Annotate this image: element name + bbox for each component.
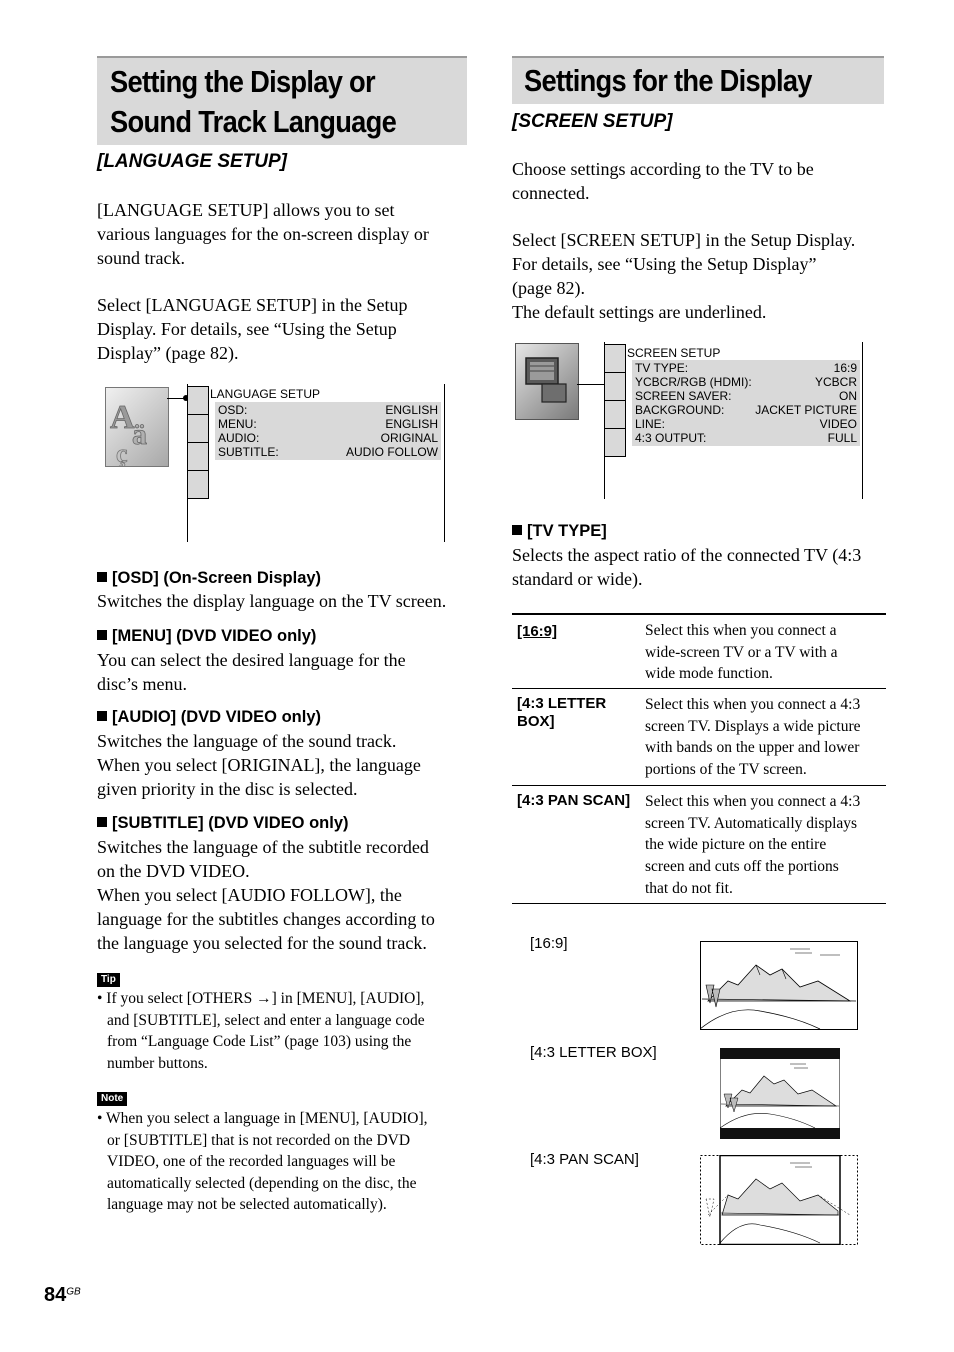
setting-key: LINE: xyxy=(635,417,666,431)
intro-line: [LANGUAGE SETUP] allows you to set xyxy=(97,200,395,220)
setting-key: MENU: xyxy=(218,417,257,431)
desc-line: the wide picture on the entire xyxy=(645,836,827,854)
right-select xyxy=(512,228,892,324)
menu-heading-text: [MENU] (DVD VIDEO only) xyxy=(112,627,317,645)
menu-tab xyxy=(604,372,626,401)
subtitle-desc xyxy=(97,835,477,955)
select-line: Select [LANGUAGE SETUP] in the Setup xyxy=(97,295,408,315)
square-bullet-icon xyxy=(97,817,107,827)
select-line: Display” (page 82). xyxy=(97,343,239,363)
intro-line: connected. xyxy=(512,183,590,203)
select-line: Display. For details, see “Using the Setup xyxy=(97,319,397,339)
right-intro xyxy=(512,157,892,205)
left-select xyxy=(97,293,477,365)
left-intro xyxy=(97,198,477,270)
desc-line: When you select [AUDIO FOLLOW], the xyxy=(97,885,402,905)
table-desc xyxy=(645,620,883,685)
subtitle-heading xyxy=(97,812,349,834)
audio-heading-text: [AUDIO] (DVD VIDEO only) xyxy=(112,708,321,726)
right-title: Settings for the Display xyxy=(524,63,812,98)
setting-value: FULL xyxy=(827,431,857,445)
desc-line: Switches the language of the sound track. xyxy=(97,731,397,751)
tv-type-heading xyxy=(512,520,607,542)
menu-heading xyxy=(97,625,316,647)
setting-value: ENGLISH xyxy=(385,417,438,431)
square-bullet-icon xyxy=(512,525,522,535)
tv-type-heading-text: [TV TYPE] xyxy=(527,522,607,540)
setting-value: VIDEO xyxy=(819,417,857,431)
screen-icon xyxy=(515,343,579,420)
setting-value: ORIGINAL xyxy=(380,431,438,445)
menu-tab xyxy=(604,428,626,457)
osd-heading-text: [OSD] (On-Screen Display) xyxy=(112,569,322,587)
setting-value: AUDIO FOLLOW xyxy=(345,445,438,459)
setting-key: SUBTITLE: xyxy=(218,445,279,459)
page-number-suffix: GB xyxy=(66,1286,81,1298)
intro-line: various languages for the on-screen display or xyxy=(97,224,429,244)
table-key xyxy=(517,695,606,731)
desc-line: Selects the aspect ratio of the connected TV (4:3 xyxy=(512,545,862,565)
setting-key: SCREEN SAVER: xyxy=(635,389,732,403)
setting-key: TV TYPE: xyxy=(635,361,689,375)
desc-line: Select this when you connect a xyxy=(645,622,837,639)
setting-value: ON xyxy=(839,389,857,403)
page-number xyxy=(44,1284,81,1307)
desc-line: screen TV. Displays a wide picture xyxy=(645,717,861,735)
menu-tab xyxy=(187,442,209,471)
desc-line: Switches the language of the subtitle recorded xyxy=(97,837,429,857)
left-title-line2: Sound Track Language xyxy=(110,104,397,139)
settings-panel xyxy=(215,402,441,460)
table-row-panscan xyxy=(512,785,886,904)
desc-line: that do not fit. xyxy=(645,879,733,897)
tip-text xyxy=(97,988,477,1074)
table-desc xyxy=(645,694,883,781)
desc-line: disc’s menu. xyxy=(97,674,187,694)
note-badge: Note xyxy=(97,1092,127,1106)
table-key: [4:3 PAN SCAN] xyxy=(517,792,631,809)
table-row-letterbox xyxy=(512,688,886,785)
setting-value: ENGLISH xyxy=(385,403,438,417)
svg-text:A: A xyxy=(110,399,135,436)
table-desc xyxy=(645,791,883,900)
note-text xyxy=(97,1108,477,1216)
setting-key: OSD: xyxy=(218,403,248,417)
note-line: or [SUBTITLE] that is not recorded on the DVD xyxy=(107,1131,411,1149)
square-bullet-icon xyxy=(97,711,107,721)
desc-line: portions of the TV screen. xyxy=(645,761,807,779)
left-title-line1: Setting the Display or xyxy=(110,64,375,99)
menu-tab xyxy=(187,470,209,499)
desc-line: standard or wide). xyxy=(512,569,643,589)
osd-heading xyxy=(97,567,321,589)
tip-line: • If you select [OTHERS →] in [MENU], [AUDIO], xyxy=(97,990,425,1007)
desc-line: Select this when you connect a 4:3 xyxy=(645,696,861,713)
osd-desc xyxy=(97,589,477,613)
audio-desc xyxy=(97,729,477,801)
note-line: automatically selected (depending on the disc, the xyxy=(107,1174,417,1192)
diagram-label-letterbox: [4:3 LETTER BOX] xyxy=(530,1044,657,1061)
audio-heading xyxy=(97,706,321,728)
note-line: • When you select a language in [MENU], [AUDIO], xyxy=(97,1110,428,1127)
settings-panel xyxy=(632,360,860,446)
table-row-169 xyxy=(512,613,886,688)
wide-picture-illustration xyxy=(700,941,858,1030)
tip-line: number buttons. xyxy=(107,1054,208,1072)
setting-value: 16:9 xyxy=(833,361,857,375)
tip-badge: Tip xyxy=(97,973,120,987)
left-title-box xyxy=(97,56,467,145)
desc-line: given priority in the disc is selected. xyxy=(97,779,358,799)
desc-line: wide-screen TV or a TV with a xyxy=(645,643,838,661)
right-subhead: [SCREEN SETUP] xyxy=(512,111,673,132)
menu-tab xyxy=(604,344,626,373)
screen-frame-right xyxy=(862,342,863,499)
square-bullet-icon xyxy=(97,630,107,640)
screen-title: SCREEN SETUP xyxy=(627,346,721,360)
page-number-value: 84 xyxy=(44,1284,67,1306)
screen-title: LANGUAGE SETUP xyxy=(210,387,321,401)
right-title-box xyxy=(512,56,884,104)
subtitle-heading-text: [SUBTITLE] (DVD VIDEO only) xyxy=(112,814,349,832)
desc-line: Switches the display language on the TV screen. xyxy=(97,591,447,611)
letterbox-picture-illustration xyxy=(720,1048,840,1139)
setting-value: YCBCR xyxy=(814,375,857,389)
intro-line: Choose settings according to the TV to be xyxy=(512,159,814,179)
menu-tab xyxy=(187,414,209,443)
desc-line: screen TV. Automatically displays xyxy=(645,814,858,832)
intro-line: sound track. xyxy=(97,248,185,268)
select-line: Select [SCREEN SETUP] in the Setup Display. xyxy=(512,230,856,250)
desc-line: When you select [ORIGINAL], the language xyxy=(97,755,421,775)
key-line: BOX] xyxy=(517,713,555,730)
svg-text:ç: ç xyxy=(116,439,128,466)
desc-line: on the DVD VIDEO. xyxy=(97,861,250,881)
pointer-line xyxy=(577,384,607,385)
desc-line: You can select the desired language for the xyxy=(97,650,406,670)
tip-line: and [SUBTITLE], select and enter a language code xyxy=(107,1011,425,1029)
screen-setup-screen xyxy=(514,342,866,499)
desc-line: wide mode function. xyxy=(645,665,773,683)
table-key: [16:9] xyxy=(517,623,558,640)
desc-line: screen and cuts off the portions xyxy=(645,858,839,876)
setting-key: 4:3 OUTPUT: xyxy=(635,431,707,445)
menu-desc xyxy=(97,648,477,696)
language-icon xyxy=(105,387,169,467)
note-line: language may not be selected automatically). xyxy=(107,1196,387,1213)
desc-line: the language you selected for the sound track. xyxy=(97,933,427,953)
diagram-label-panscan: [4:3 PAN SCAN] xyxy=(530,1151,639,1168)
setting-value: JACKET PICTURE xyxy=(755,403,857,417)
select-line: (page 82). xyxy=(512,278,585,298)
panscan-picture-illustration xyxy=(700,1155,858,1245)
setting-key: BACKGROUND: xyxy=(635,403,725,417)
svg-text:ä: ä xyxy=(132,418,147,451)
desc-line: language for the subtitles changes according to xyxy=(97,909,435,929)
setting-key: YCBCR/RGB (HDMI): xyxy=(635,375,752,389)
language-setup-screen xyxy=(103,384,448,542)
tip-line: from “Language Code List” (page 103) using the xyxy=(107,1033,412,1050)
menu-tab xyxy=(604,400,626,429)
select-line: For details, see “Using the Setup Display” xyxy=(512,254,817,274)
tv-type-desc xyxy=(512,543,892,591)
select-line: The default settings are underlined. xyxy=(512,302,767,322)
left-subhead: [LANGUAGE SETUP] xyxy=(97,151,287,172)
desc-line: with bands on the upper and lower xyxy=(645,739,860,757)
menu-tab xyxy=(187,386,209,415)
screen-frame-right xyxy=(444,384,445,542)
note-line: VIDEO, one of the recorded languages will be xyxy=(107,1153,396,1170)
diagram-label-169: [16:9] xyxy=(530,935,568,952)
square-bullet-icon xyxy=(97,572,107,582)
desc-line: Select this when you connect a 4:3 xyxy=(645,793,861,810)
setting-key: AUDIO: xyxy=(218,431,260,445)
key-line: [4:3 LETTER xyxy=(517,695,607,712)
